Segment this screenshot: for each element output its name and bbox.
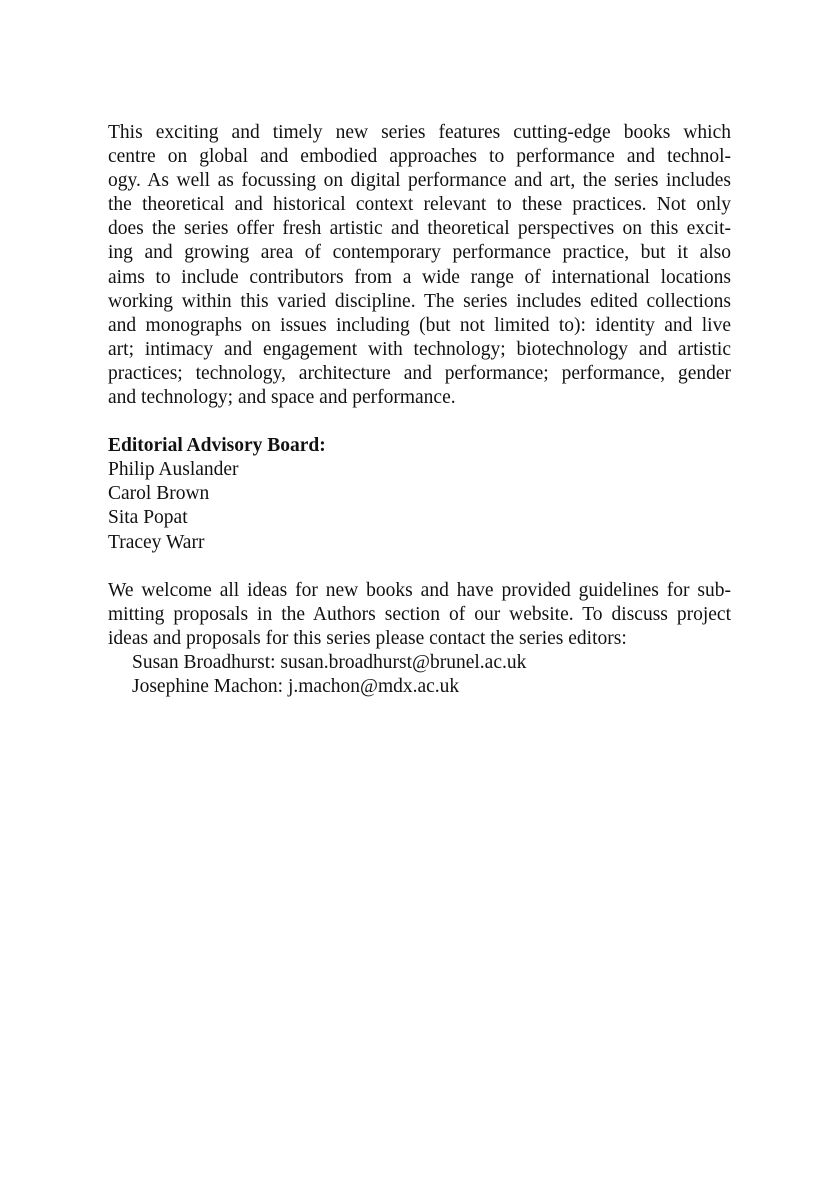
board-title: Editorial Advisory Board: <box>108 435 326 457</box>
series-description <box>108 121 731 410</box>
description-line: and technology; and space and performance. <box>108 387 456 409</box>
editorial-advisory-board <box>108 434 731 554</box>
board-member: Carol Brown <box>108 483 210 505</box>
contact-line: We welcome all ideas for new books and have provided guidelines for sub- <box>108 579 731 601</box>
description-line: This exciting and timely new series features cutting-edge books which <box>108 122 731 143</box>
board-member: Sita Popat <box>108 507 188 529</box>
description-line: the theoretical and historical context relevant to these practices. Not only <box>108 194 731 216</box>
board-member: Philip Auslander <box>108 459 239 481</box>
description-line: working within this varied discipline. The series includes edited collections <box>108 290 731 312</box>
description-line: and monographs on issues including (but not limited to): identity and live <box>108 314 731 336</box>
description-line: does the series offer fresh artistic and theoretical perspectives on this excit- <box>108 218 731 240</box>
description-line: art; intimacy and engagement with technology; biotechnology and artistic <box>108 338 731 360</box>
contact-line: mitting proposals in the Authors section of our website. To discuss project <box>108 603 731 625</box>
series-editor-contact: Susan Broadhurst: susan.broadhurst@brunel.ac.uk <box>132 651 527 673</box>
description-line: aims to include contributors from a wide range of international locations <box>108 266 731 288</box>
series-editor-contact: Josephine Machon: j.machon@mdx.ac.uk <box>132 675 460 697</box>
page-content <box>108 121 731 699</box>
board-member: Tracey Warr <box>108 531 205 553</box>
contact-line: ideas and proposals for this series please contact the series editors: <box>108 627 627 649</box>
description-line: practices; technology, architecture and performance; performance, gender <box>108 362 731 384</box>
contact-information <box>108 579 731 699</box>
description-line: ogy. As well as focussing on digital performance and art, the series includes <box>108 170 731 192</box>
description-line: ing and growing area of contemporary performance practice, but it also <box>108 242 731 264</box>
description-line: centre on global and embodied approaches to performance and technol- <box>108 146 731 168</box>
